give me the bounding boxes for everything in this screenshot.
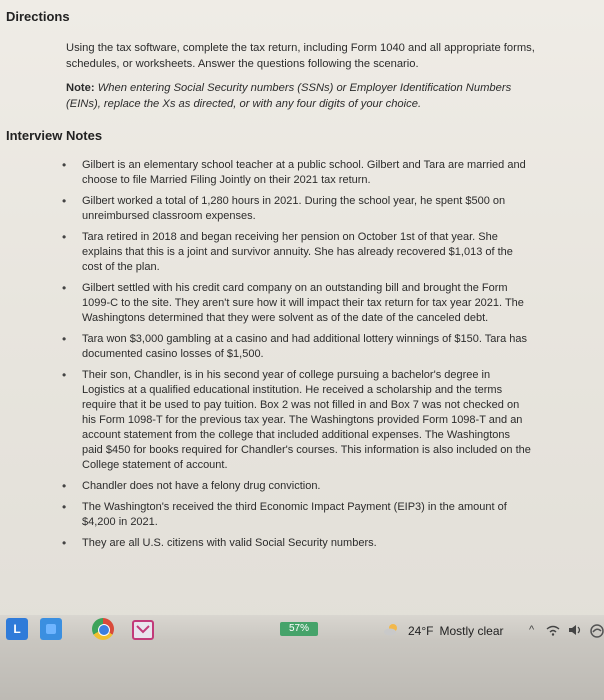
launcher-icon[interactable]: L [6,618,28,640]
instructions-text: Using the tax software, complete the tax return, including Form 1040 and all appropriate forms, schedules, or worksheets. Answer the questions following the scenario. [66,42,535,70]
note-text: When entering Social Security numbers (SSNs) or Employer Identification Numbers (EINs), replace the Xs as directed, or with any four digits of your choice. [66,82,512,110]
list-item: • They are all U.S. citizens with valid Social Security numbers. [62,536,532,551]
list-item: • Gilbert worked a total of 1,280 hours in 2021. During the school year, he spent $500 on unreimbursed classroom expenses. [62,194,532,224]
directions-heading: Directions [6,9,70,24]
list-item: • Tara won $3,000 gambling at a casino and had additional lottery winnings of $150. Tara has documented casino losses of $1,500. [62,332,532,362]
list-item: • Their son, Chandler, is in his second year of college pursuing a bachelor's degree in Logistics at a qualified educational institution. He received a scholarship and the terms require that it be used to pay tuition. Box 2 was not filled in and Box 7 was not checked on his Form 1098-T for the previous tax year. The Washingtons provided Form 1098-T and an account statement from the college that included additional expenses. The Washingtons paid $450 for books required for Chandler's courses. This information is also included on the College statement of account. [62,368,532,473]
list-item: • Gilbert is an elementary school teacher at a public school. Gilbert and Tara are married and choose to file Married Filing Jointly on their 2021 tax return. [62,158,532,188]
wifi-icon[interactable] [545,624,561,636]
list-item: • Tara retired in 2018 and began receiving her pension on October 1st of that year. She explains that this is a joint and survivor annuity. She has already recovered $1,013 of the cost of the plan. [62,230,532,275]
list-item: • Chandler does not have a felony drug conviction. [62,479,532,494]
chevron-up-icon[interactable]: ^ [529,624,535,636]
mail-icon[interactable] [132,620,154,640]
interview-notes-list [62,158,532,557]
files-icon[interactable] [40,618,62,640]
battery-indicator: 57% [280,622,318,636]
weather-condition: Mostly clear [439,624,504,638]
interview-notes-heading: Interview Notes [6,128,103,143]
edge-icon[interactable] [590,624,604,638]
list-item: • The Washington's received the third Economic Impact Payment (EIP3) in the amount of $4,200 in 2021. [62,500,532,530]
volume-icon[interactable] [568,624,582,636]
temperature: 24°F [408,624,434,638]
list-item: • Gilbert settled with his credit card company on an outstanding bill and brought the Form 1099-C to the site. They aren't sure how it will impact their tax return for tax year 2021. The Washingtons determined that they were solvent as of the date of the canceled debt. [62,281,532,326]
note-label: Note: [66,82,95,94]
note-paragraph [66,80,546,112]
weather-widget[interactable] [408,624,504,638]
cloud-moon-icon [383,624,399,636]
chrome-icon[interactable] [92,618,114,640]
